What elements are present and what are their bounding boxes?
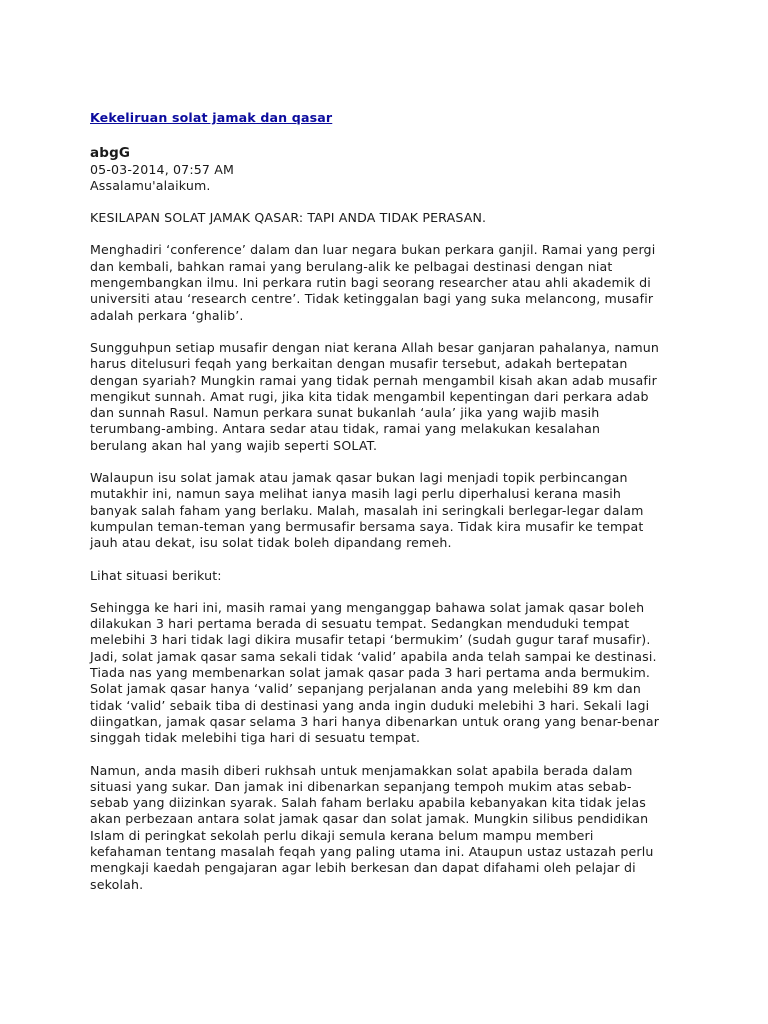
paragraph-rukhsah: Namun, anda masih diberi rukhsah untuk menjamakkan solat apabila berada dalam situasi yang sukar. Dan jamak ini dibenarkan sepanjang tempoh mukim atas sebab- sebab yang diizinkan syarak. Salah faham berlaku apabila kebanyakan kita tidak jelas akan perbezaan antara solat jamak qasar dan solat jamak. Mungkin silibus pendidikan Islam di peringkat sekolah perlu dikaji semula kerana belum mampu memberi kefahaman tentang masalah feqah yang paling utama ini. Ataupun ustaz ustazah perlu mengkaji kaedah pengajaran agar lebih berkesan dan dapat difahami oleh pelajar di sekolah. [90, 762, 654, 892]
paragraph-jamak-qasar-3-hari: Sehingga ke hari ini, masih ramai yang menganggap bahawa solat jamak qasar boleh dilakukan 3 hari pertama berada di sesuatu tempat. Sedangkan menduduki tempat melebihi 3 hari tidak lagi dikira musafir tetapi ‘bermukim’ (sudah gugur taraf musafir). Jadi, solat jamak qasar sama sekali tidak ‘valid’ apabila anda telah sampai ke destinasi. Tiada nas yang membenarkan solat jamak qasar pada 3 hari pertama anda bermukim. Solat jamak qasar hanya ‘valid’ sepanjang perjalanan anda yang melebihi 89 km dan tidak ‘valid’ sebaik tiba di destinasi yang anda ingin duduki melebihi 3 hari. Sekali lagi diingatkan, jamak qasar selama 3 hari hanya dibenarkan untuk orang yang benar-benar singgah tidak melebihi tiga hari di sesuatu tempat. [90, 599, 660, 746]
document-page [90, 110, 690, 893]
paragraph-conference: Menghadiri ‘conference’ dalam dan luar negara bukan perkara ganjil. Ramai yang pergi dan kembali, bahkan ramai yang berulang-alik ke pelbagai destinasi dengan niat mengembangkan ilmu. Ini perkara rutin bagi seorang researcher atau ahli akademik di universiti atau ‘research centre’. Tidak ketinggalan bagi yang suka melancong, musafir adalah perkara ‘ghalib’. [90, 242, 656, 323]
paragraph-lihat-situasi: Lihat situasi berikut: [90, 567, 222, 583]
post-heading: KESILAPAN SOLAT JAMAK QASAR: TAPI ANDA TIDAK PERASAN. [90, 210, 487, 226]
post-greeting: Assalamu'alaikum. [90, 177, 211, 193]
post-timestamp: 05-03-2014, 07:57 AM [90, 161, 234, 177]
post-title-link[interactable]: Kekeliruan solat jamak dan qasar [90, 110, 333, 125]
paragraph-musafir-adab: Sungguhpun setiap musafir dengan niat kerana Allah besar ganjaran pahalanya, namun harus ditelusuri feqah yang berkaitan dengan musafir tersebut, adakah bertepatan dengan syariah? Mungkin ramai yang tidak pernah mengambil kisah akan adab musafir mengikut sunnah. Amat rugi, jika kita tidak mengambil kepentingan dari perkara adab dan sunnah Rasul. Namun perkara sunat bukanlah ‘aula’ jika yang wajib masih terumbang-ambing. Antara sedar atau tidak, ramai yang melakukan kesalahan berulang akan hal yang wajib seperti SOLAT. [90, 339, 660, 453]
post-author: abgG [90, 145, 131, 162]
paragraph-isu-solat: Walaupun isu solat jamak atau jamak qasar bukan lagi menjadi topik perbincangan mutakhir ini, namun saya melihat ianya masih lagi perlu diperhalusi kerana masih banyak salah faham yang berlaku. Malah, masalah ini seringkali berlegar-legar dalam kumpulan teman-teman yang bermusafir bersama saya. Tidak kira musafir ke tempat jauh atau dekat, isu solat tidak boleh dipandang remeh. [90, 470, 644, 551]
